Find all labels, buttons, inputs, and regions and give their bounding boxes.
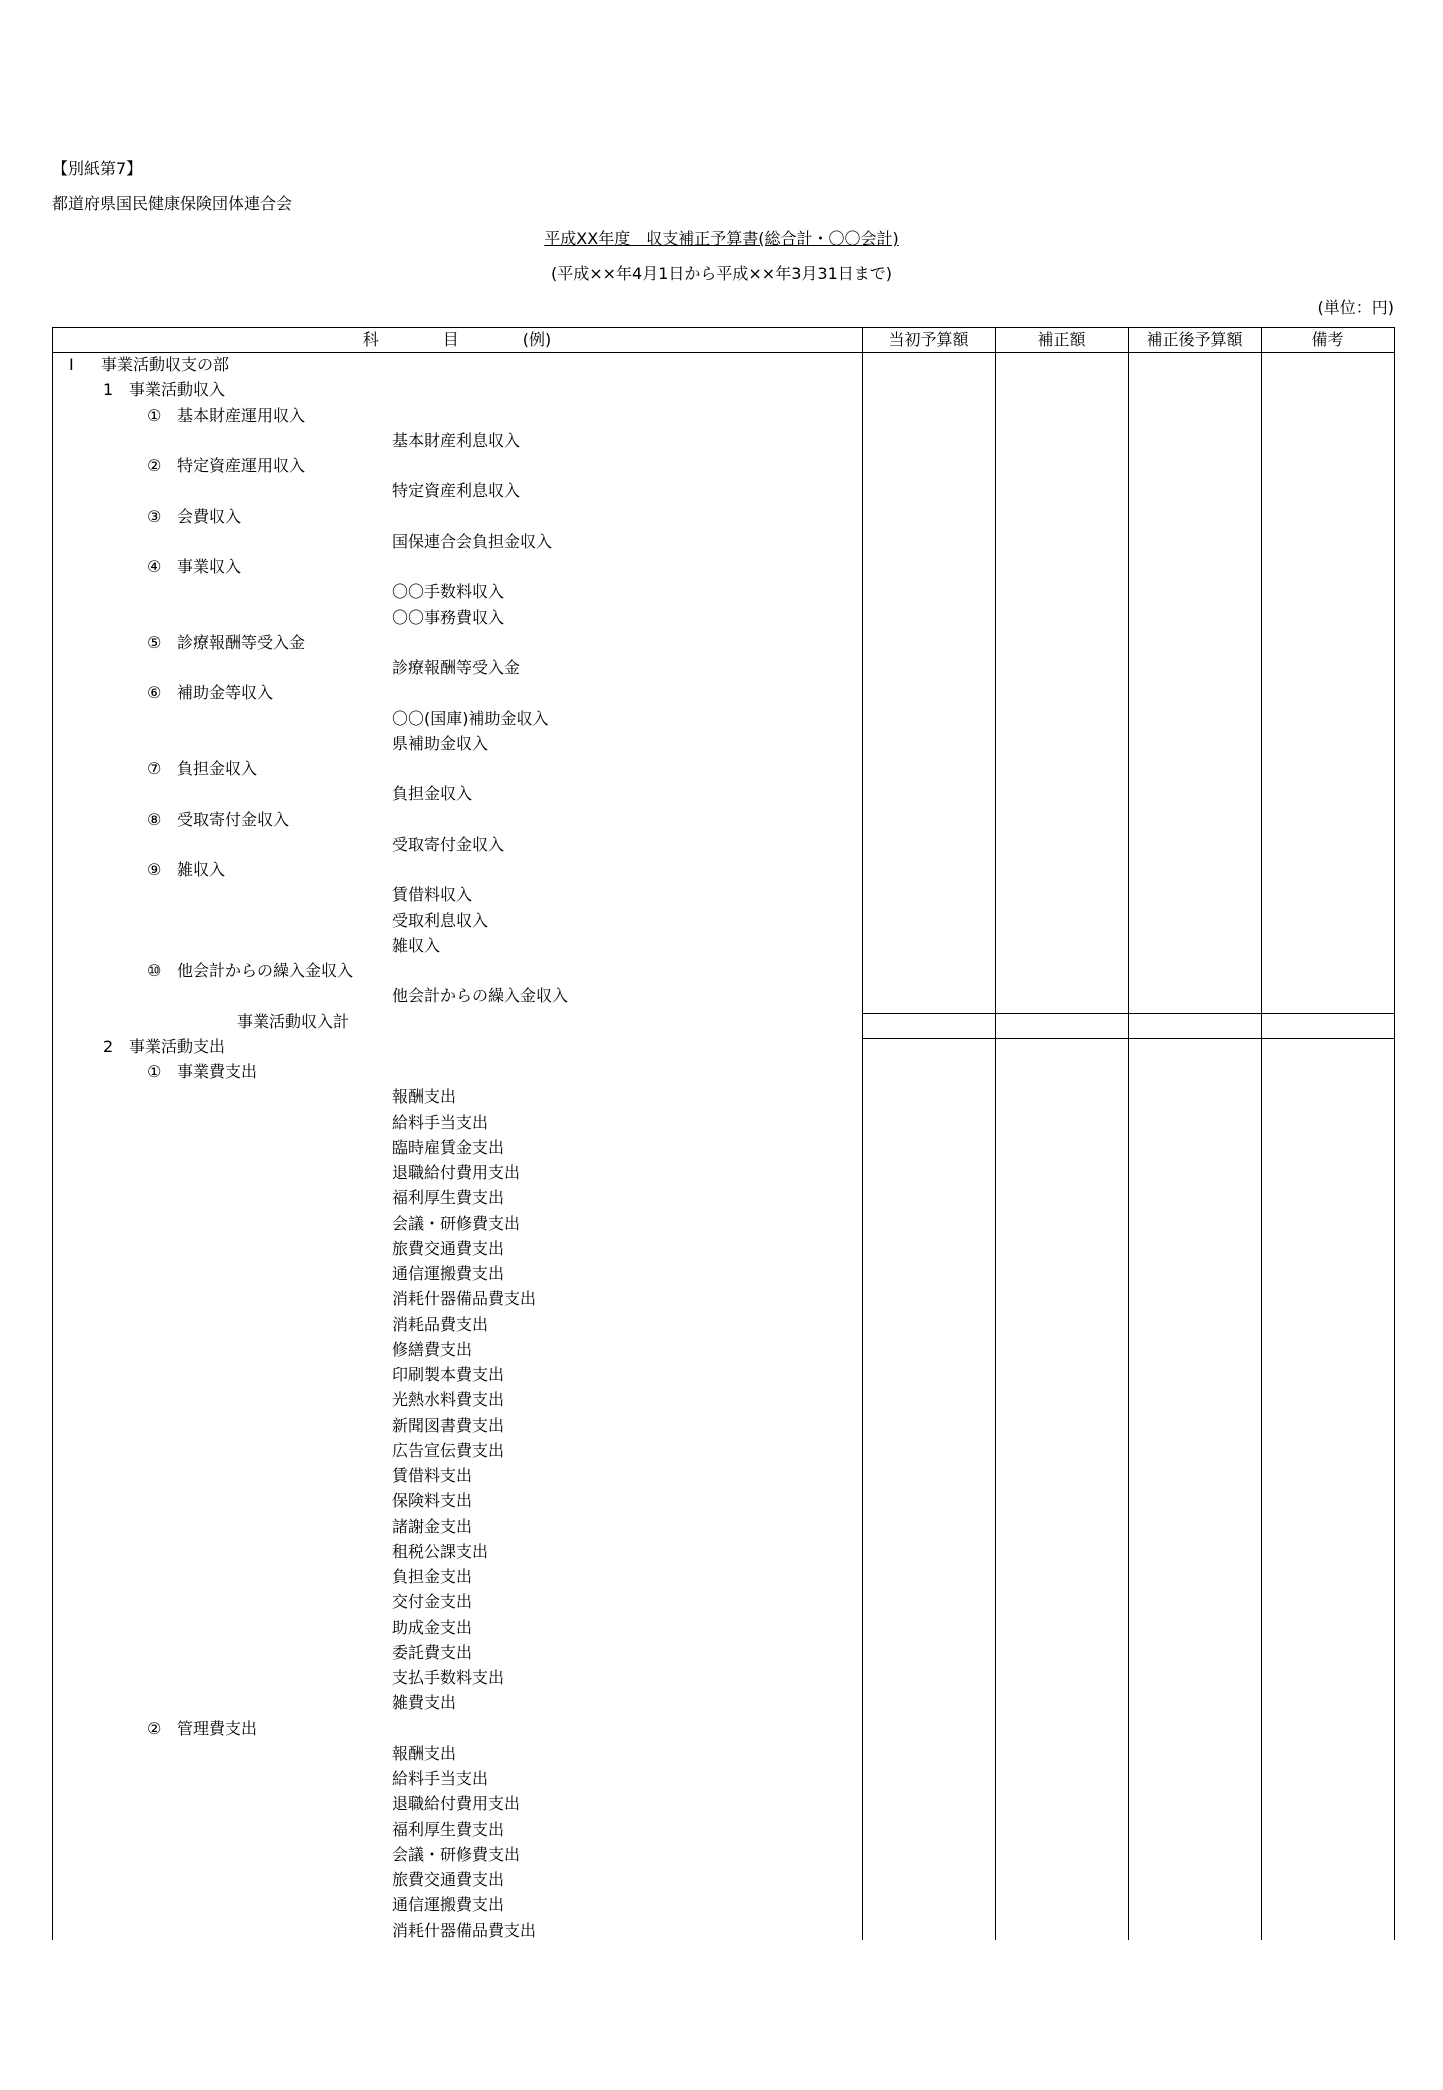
row-label: 光熱水料費支出	[392, 1390, 505, 1410]
row-label: 会議・研修費支出	[392, 1213, 521, 1233]
table-row	[52, 453, 862, 478]
row-label: 給料手当支出	[392, 1769, 489, 1788]
row-label: 交付金支出	[392, 1592, 473, 1612]
table-row	[52, 1564, 862, 1589]
table-row	[52, 983, 862, 1008]
table-row	[52, 377, 862, 402]
header-revised-budget: 補正後予算額	[1146, 330, 1243, 349]
row-label: 事業活動収入	[129, 380, 226, 400]
table-row	[52, 781, 862, 806]
table-row	[52, 352, 862, 377]
row-label: 事業収入	[177, 557, 242, 576]
row-label: 特定資産運用収入	[177, 456, 306, 475]
row-label: 〇〇(国庫)補助金収入	[392, 708, 549, 728]
row-number: ⑥	[147, 683, 162, 703]
table-row	[52, 1463, 862, 1488]
row-number: ①	[147, 405, 162, 425]
table-row	[52, 428, 862, 453]
table-row	[52, 1589, 862, 1614]
row-label: 委託費支出	[392, 1642, 473, 1662]
row-label: 旅費交通費支出	[392, 1870, 505, 1889]
row-label: 旅費交通費支出	[392, 1238, 505, 1258]
table-row	[52, 1059, 862, 1084]
row-number: ④	[147, 557, 162, 576]
table-row	[52, 1034, 862, 1059]
table-row	[52, 832, 862, 857]
row-label: 国保連合会負担金収入	[392, 531, 553, 551]
table-row	[52, 1892, 862, 1917]
row-label: 事業活動収入計	[237, 1011, 350, 1031]
subtotal-row	[52, 1009, 862, 1034]
table-row	[52, 403, 862, 428]
row-label: 賃借料支出	[392, 1466, 473, 1485]
row-label: 事業活動支出	[129, 1036, 226, 1056]
row-label: 助成金支出	[392, 1617, 473, 1637]
row-label: 通信運搬費支出	[392, 1264, 505, 1283]
row-label: 受取寄付金収入	[392, 834, 505, 854]
table-row	[52, 1185, 862, 1210]
table-row	[52, 630, 862, 655]
table-row	[52, 1084, 862, 1109]
header-subject: 科 目 (例)	[362, 330, 552, 349]
table-row	[52, 1539, 862, 1564]
row-label: 退職給付費用支出	[392, 1163, 521, 1182]
row-label: 負担金支出	[392, 1567, 473, 1586]
row-label: 県補助金収入	[392, 733, 489, 753]
column-divider	[995, 327, 996, 1940]
row-label: 負担金収入	[177, 759, 258, 778]
table-row	[52, 1211, 862, 1236]
row-label: 福利厚生費支出	[392, 1188, 505, 1208]
row-label: 事業活動収支の部	[101, 355, 230, 374]
row-number: ⑦	[147, 759, 162, 778]
table-row	[52, 1337, 862, 1362]
table-row	[52, 908, 862, 933]
table-row	[52, 1716, 862, 1741]
row-label: 負担金収入	[392, 784, 473, 804]
row-label: 報酬支出	[392, 1087, 457, 1107]
table-row	[52, 1160, 862, 1185]
table-row	[52, 807, 862, 832]
row-number: ①	[147, 1062, 162, 1081]
table-row	[52, 1766, 862, 1791]
table-row	[52, 579, 862, 604]
table-row	[52, 1438, 862, 1463]
row-label: 広告宣伝費支出	[392, 1440, 505, 1460]
row-label: 退職給付費用支出	[392, 1794, 521, 1814]
period: (平成××年4月1日から平成××年3月31日まで)	[550, 264, 892, 283]
table-row	[52, 1514, 862, 1539]
table-row	[52, 554, 862, 579]
row-label: 報酬支出	[392, 1743, 457, 1763]
row-number: 1	[103, 380, 114, 400]
table-row	[52, 1867, 862, 1892]
row-label: 支払手数料支出	[392, 1668, 505, 1687]
table-row	[52, 756, 862, 781]
row-label: 受取利息収入	[392, 910, 489, 930]
row-number: 2	[103, 1036, 114, 1056]
row-label: 賃借料収入	[392, 885, 473, 905]
table-row	[52, 1918, 862, 1943]
table-row	[52, 1135, 862, 1160]
row-label: 他会計からの繰入金収入	[177, 961, 354, 980]
row-label: 消耗品費支出	[392, 1314, 489, 1334]
table-row	[52, 1640, 862, 1665]
table-row	[52, 933, 862, 958]
row-label: 基本財産利息収入	[392, 430, 521, 450]
row-label: 診療報酬等受入金	[177, 632, 306, 652]
column-divider	[862, 327, 863, 1940]
row-label: 修繕費支出	[392, 1339, 473, 1359]
row-label: 〇〇手数料収入	[392, 582, 505, 602]
row-label: 基本財産運用収入	[177, 405, 306, 425]
table-row	[52, 605, 862, 630]
row-number: ②	[147, 456, 162, 475]
row-label: 会費収入	[177, 506, 242, 526]
table-row	[52, 1286, 862, 1311]
row-label: 補助金等収入	[177, 683, 274, 703]
header-remarks: 備考	[1311, 330, 1344, 349]
row-label: 診療報酬等受入金	[392, 658, 521, 677]
table-row	[52, 706, 862, 731]
row-label: 管理費支出	[177, 1718, 258, 1738]
header-initial-budget: 当初予算額	[888, 330, 969, 349]
row-label: 〇〇事務費収入	[392, 607, 505, 627]
table-row	[52, 1488, 862, 1513]
table-row	[52, 1791, 862, 1816]
table-row	[52, 1690, 862, 1715]
table-row	[52, 655, 862, 680]
row-label: 新聞図書費支出	[392, 1415, 505, 1435]
row-label: 消耗什器備品費支出	[392, 1920, 537, 1940]
row-label: 租税公課支出	[392, 1541, 489, 1561]
unit-label: (単位：円)	[1317, 298, 1394, 317]
row-label: 給料手当支出	[392, 1112, 489, 1132]
row-label: 雑費支出	[392, 1693, 457, 1713]
table-row	[52, 1741, 862, 1766]
table-row	[52, 1615, 862, 1640]
table-row	[52, 1362, 862, 1387]
annex-label: 【別紙第7】	[52, 159, 143, 178]
row-label: 通信運搬費支出	[392, 1895, 505, 1915]
table-row	[52, 529, 862, 554]
row-label: 印刷製本費支出	[392, 1365, 505, 1384]
table-row	[52, 1110, 862, 1135]
row-number: ②	[147, 1718, 162, 1738]
table-row	[52, 1236, 862, 1261]
document-title: 平成XX年度 収支補正予算書(総合計・〇〇会計)	[544, 229, 899, 248]
table-row	[52, 1261, 862, 1286]
table-row	[52, 504, 862, 529]
row-label: 福利厚生費支出	[392, 1819, 505, 1839]
table-row	[52, 857, 862, 882]
row-label: 諸謝金支出	[392, 1516, 473, 1536]
table-row	[52, 1387, 862, 1412]
row-number: ⑩	[147, 961, 162, 980]
table-row	[52, 680, 862, 705]
row-number: ③	[147, 506, 162, 526]
row-number: Ⅰ	[69, 355, 74, 374]
table-row	[52, 958, 862, 983]
table-row	[52, 1413, 862, 1438]
row-number: ⑤	[147, 632, 162, 652]
row-label: 雑収入	[392, 935, 441, 955]
row-label: 事業費支出	[177, 1062, 258, 1081]
row-label: 保険料支出	[392, 1491, 473, 1511]
row-number: ⑧	[147, 809, 162, 829]
header-revision: 補正額	[1037, 330, 1086, 349]
table-row	[52, 882, 862, 907]
table-row	[52, 478, 862, 503]
organization-name: 都道府県国民健康保険団体連合会	[52, 194, 293, 213]
row-number: ⑨	[147, 860, 162, 879]
column-divider	[1394, 327, 1395, 1940]
row-label: 臨時雇賃金支出	[392, 1137, 505, 1157]
table-top-border	[52, 327, 1395, 328]
column-divider	[1128, 327, 1129, 1940]
table-row	[52, 731, 862, 756]
row-label: 特定資産利息収入	[392, 481, 521, 501]
row-label: 雑収入	[177, 860, 226, 879]
table-row	[52, 1312, 862, 1337]
row-label: 会議・研修費支出	[392, 1844, 521, 1864]
row-label: 他会計からの繰入金収入	[392, 986, 569, 1006]
table-row	[52, 1817, 862, 1842]
table-row	[52, 1842, 862, 1867]
column-divider	[1261, 327, 1262, 1940]
row-label: 受取寄付金収入	[177, 809, 290, 829]
table-row	[52, 1665, 862, 1690]
row-label: 消耗什器備品費支出	[392, 1289, 537, 1309]
